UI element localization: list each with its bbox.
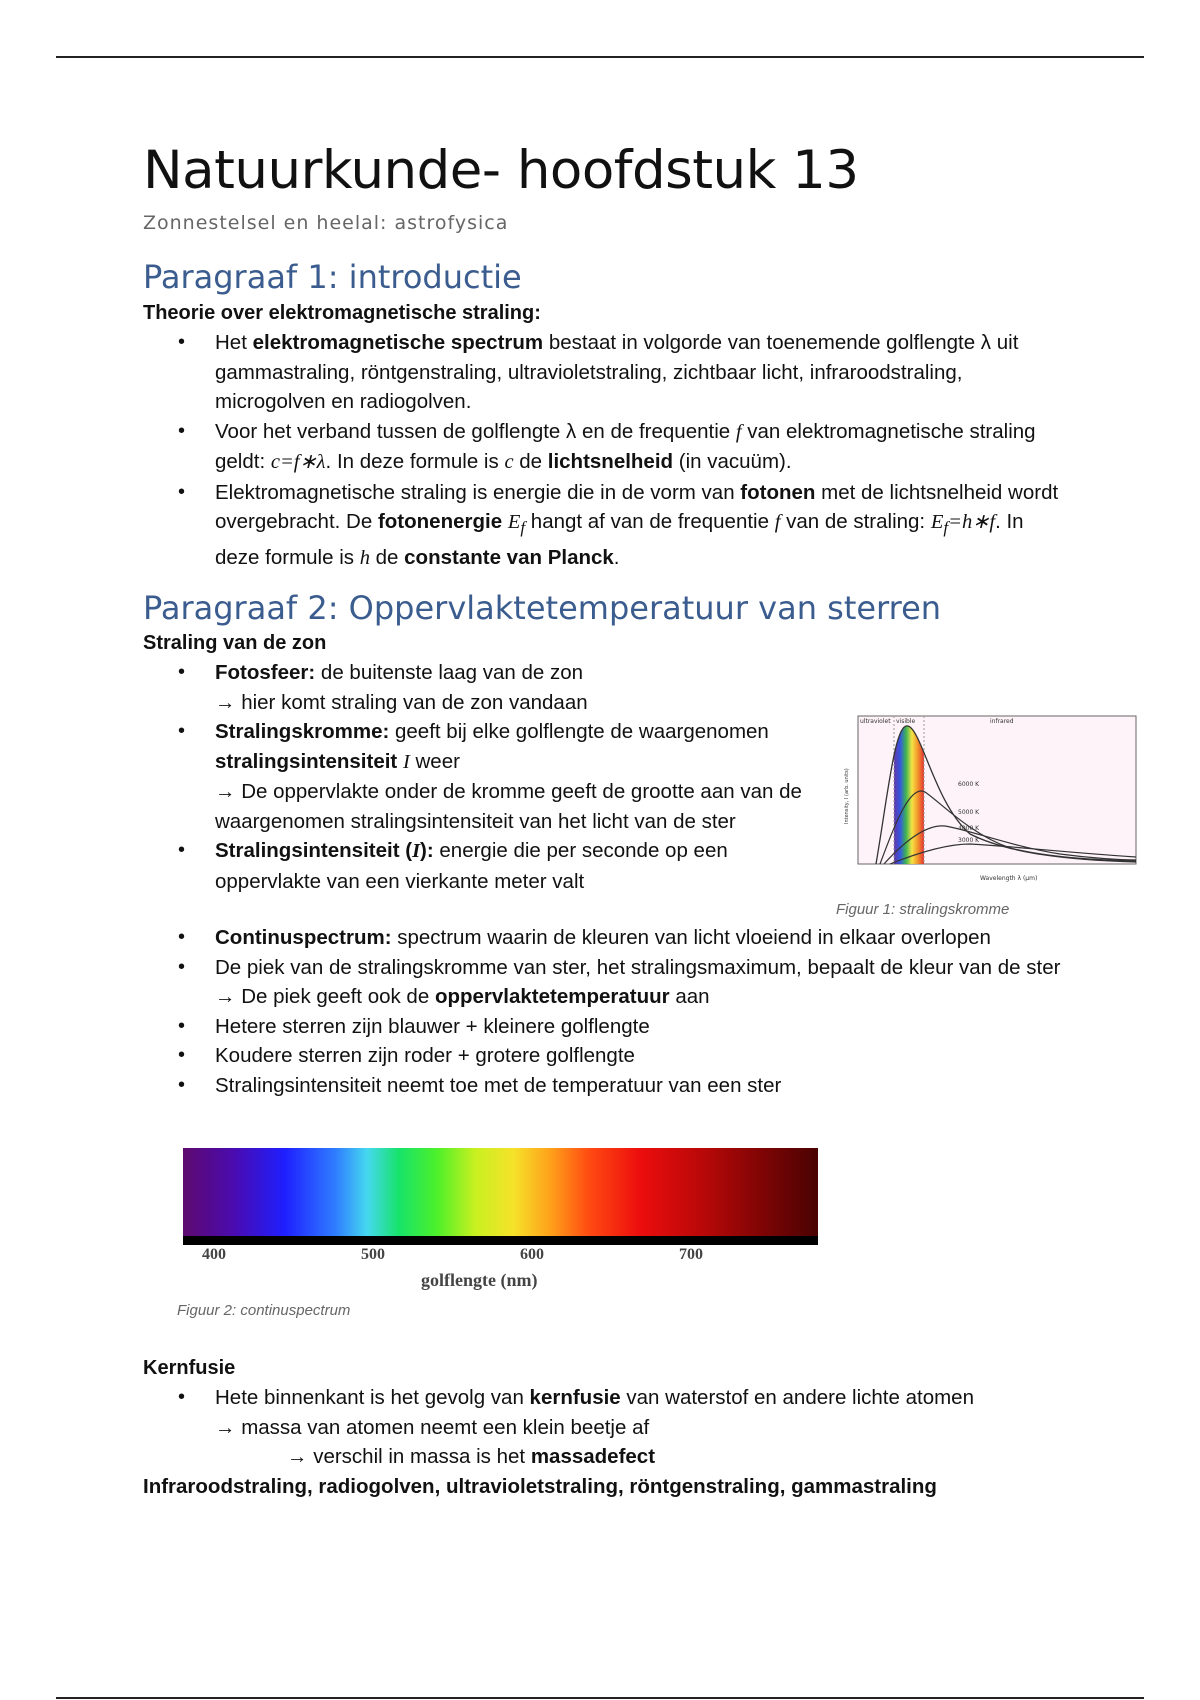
list-item: • Stralingskromme: geeft bij elke golflengte de waargenomen stralingsintensiteit I weer → De oppervlakte onder de kromme geeft de grootte aan van de waargenomen stralingsintensiteit van het licht van de ster xyxy=(143,717,823,836)
continuous-spectrum-figure xyxy=(183,1148,818,1298)
kernfusie-list xyxy=(143,1383,1083,1472)
section2-list-a xyxy=(143,658,823,896)
region-label-ir: infrared xyxy=(990,718,1014,725)
page-subtitle: Zonnestelsel en heelal: astrofysica xyxy=(143,212,509,234)
tick-label: 500 xyxy=(361,1246,385,1263)
list-item: • Elektromagnetische straling is energie die in de vorm van fotonen met de lichtsnelheid wordt overgebracht. De fotonenergie $E_f$ hangt af van de frequentie f van de straling: $E_f=h∗f$. In deze formule is h de constante van Planck. xyxy=(143,478,1063,574)
region-label-uv: ultraviolet xyxy=(860,718,891,725)
spectrum-axis xyxy=(183,1236,818,1245)
figure2-caption: Figuur 2: continuspectrum xyxy=(177,1302,351,1319)
tick-label: 400 xyxy=(202,1246,226,1263)
list-item: • Koudere sterren zijn roder + grotere golflengte xyxy=(143,1041,1083,1071)
section1-heading: Paragraaf 1: introductie xyxy=(143,258,522,296)
list-item: • Fotosfeer: de buitenste laag van de zon → hier komt straling van de zon vandaan xyxy=(143,658,823,717)
closing-line: Infraroodstraling, radiogolven, ultravioletstraling, röntgenstraling, gammastraling xyxy=(143,1475,937,1498)
top-rule xyxy=(56,56,1144,58)
figure1-caption: Figuur 1: stralingskromme xyxy=(836,901,1010,918)
list-item: • De piek van de stralingskromme van ster, het stralingsmaximum, bepaalt de kleur van de ster → De piek geeft ook de oppervlaktetemperatuur aan xyxy=(143,953,1083,1012)
tick-label: 600 xyxy=(520,1246,544,1263)
list-item: • Stralingsintensiteit neemt toe met de temperatuur van een ster xyxy=(143,1071,1083,1101)
section1-subheading: Theorie over elektromagnetische straling: xyxy=(143,302,541,324)
list-item: • Hetere sterren zijn blauwer + kleinere golflengte xyxy=(143,1012,1083,1042)
x-axis-label: Wavelength λ (μm) xyxy=(980,875,1038,882)
curve-label: 6000 K xyxy=(958,781,980,788)
tick-label: 700 xyxy=(679,1246,703,1263)
list-item: • Voor het verband tussen de golflengte λ en de frequentie f van elektromagnetische straling geldt: c=f∗λ. In deze formule is c de lichtsnelheid (in vacuüm). xyxy=(143,417,1063,478)
curve-label: 4000 K xyxy=(958,825,980,832)
list-item: • Hete binnenkant is het gevolg van kernfusie van waterstof en andere lichte atomen → massa van atomen neemt een klein beetje af → verschil in massa is het massadefect xyxy=(143,1383,1083,1472)
section1-list xyxy=(143,328,1063,573)
spectrum-bar xyxy=(183,1148,818,1236)
curve-label: 5000 K xyxy=(958,809,980,816)
list-item: • Continuspectrum: spectrum waarin de kleuren van licht vloeiend in elkaar overlopen xyxy=(143,923,1083,953)
region-label-visible: visible xyxy=(896,718,916,725)
spectrum-xlabel: golflengte (nm) xyxy=(421,1270,538,1290)
section2-subheading: Straling van de zon xyxy=(143,632,327,654)
section2-list-b xyxy=(143,923,1083,1100)
y-axis-label: Intensity, I (arb. units) xyxy=(844,768,850,824)
bottom-rule xyxy=(56,1697,1144,1699)
list-item: • Stralingsintensiteit (I): energie die per seconde op een oppervlakte van een vierkante meter valt xyxy=(143,836,823,896)
page-title: Natuurkunde- hoofdstuk 13 xyxy=(143,140,859,201)
radiation-curve-figure xyxy=(840,714,1140,886)
curve-label: 3000 K xyxy=(958,837,980,844)
section2-heading: Paragraaf 2: Oppervlaktetemperatuur van sterren xyxy=(143,589,942,627)
kernfusie-heading: Kernfusie xyxy=(143,1357,236,1379)
list-item: • Het elektromagnetische spectrum bestaat in volgorde van toenemende golflengte λ uit gammastraling, röntgenstraling, ultravioletstraling, zichtbaar licht, infraroodstraling, microgolven en radiogolven. xyxy=(143,328,1063,417)
